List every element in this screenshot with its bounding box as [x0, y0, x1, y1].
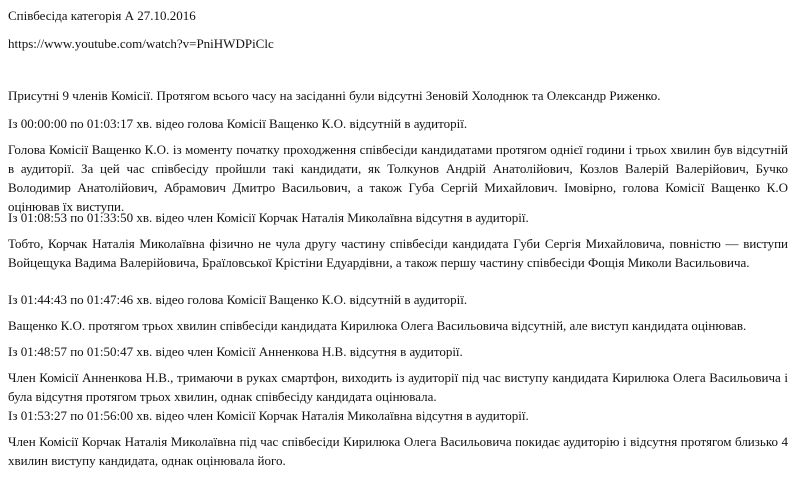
paragraph-body: Тобто, Корчак Наталія Миколаївна фізично не чула другу частину співбесіди кандидата Губи Сергія Михайловича, повністю — виступи Войцещука Вадима Валерійовича, Браїловської Крістіни Едуардівни, а також першу частину співбесіди Фощія Миколи Васильовича. — [8, 236, 788, 270]
absence-interval: Із 01:48:57 по 01:50:47 хв. відео член Комісії Анненкова Н.В. відсутня в аудиторії. — [8, 344, 463, 359]
paragraph-body: Член Комісії Корчак Наталія Миколаївна під час співбесіди Кирилюка Олега Васильовича покидає аудиторію і відсутня протягом близько 4 хвилин виступу кандидата, однак оцінювала його. — [8, 434, 788, 468]
video-url: https://www.youtube.com/watch?v=PniHWDPiClc — [8, 36, 274, 51]
paragraph-body: Ващенко К.О. протягом трьох хвилин співбесіди кандидата Кирилюка Олега Васильовича відсутній, але виступ кандидата оцінював. — [8, 318, 747, 333]
paragraph-attendance: Присутні 9 членів Комісії. Протягом всього часу на засіданні були відсутні Зеновій Холоднюк та Олександр Риженко. — [8, 88, 661, 103]
absence-interval: Із 00:00:00 по 01:03:17 хв. відео голова Комісії Ващенко К.О. відсутній в аудиторії. — [8, 116, 468, 131]
absence-interval: Із 01:44:43 по 01:47:46 хв. відео голова Комісії Ващенко К.О. відсутній в аудиторії. — [8, 292, 468, 307]
paragraph-body: Член Комісії Анненкова Н.В., тримаючи в руках смартфон, виходить із аудиторії під час виступу кандидата Кирилюка Олега Васильовича і була відсутня протягом трьох хвилин, однак співбесіду кандидата оцінювала. — [8, 370, 788, 404]
absence-interval: Із 01:08:53 по 01:33:50 хв. відео член Комісії Корчак Наталія Миколаївна відсутня в аудиторії. — [8, 210, 529, 225]
paragraph-body: Голова Комісії Ващенко К.О. із моменту початку проходження співбесіди кандидатами протягом однієї години і трьох хвилин був відсутній в аудиторії. За цей час співбесіду пройшли такі кандидати, як Толкунов Андрій Анатолійович, Козлов Валерій Валерійович, Бучко Володимир Анатолійович, Абрамович Дмитро Васильович, а також Губа Сергій Михайлович. Імовірно, голова Комісії Ващенко К.О оцінював їх виступи. — [8, 142, 788, 214]
document-title: Співбесіда категорія А 27.10.2016 — [8, 8, 196, 23]
absence-interval: Із 01:53:27 по 01:56:00 хв. відео член Комісії Корчак Наталія Миколаївна відсутня в аудиторії. — [8, 408, 529, 423]
